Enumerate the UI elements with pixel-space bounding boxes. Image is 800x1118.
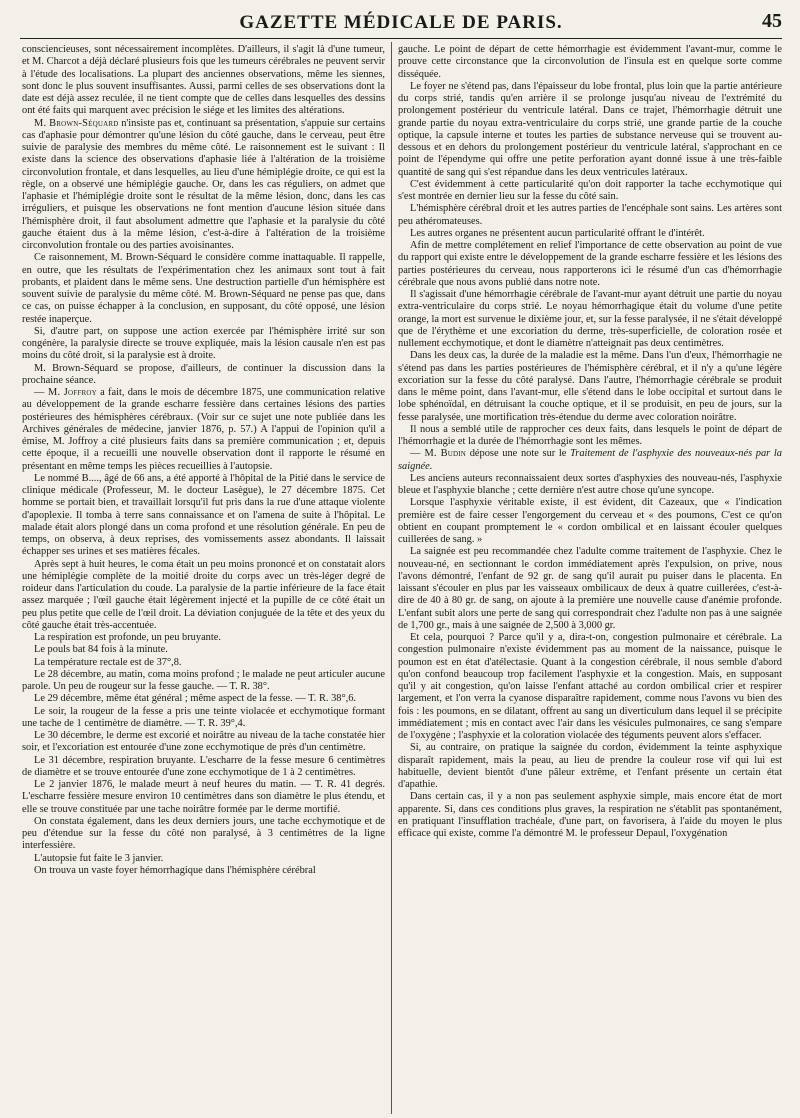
paragraph xyxy=(398,228,782,240)
author-name: M. Brown-Séquard xyxy=(34,117,119,129)
paragraph xyxy=(22,44,385,118)
paragraph-text: dépose une note sur le xyxy=(466,448,571,460)
paragraph xyxy=(22,865,385,877)
paragraph xyxy=(398,289,782,350)
paragraph xyxy=(398,473,782,498)
paragraph-text: Le pouls bat 84 fois à la minute. xyxy=(34,644,168,656)
left-column xyxy=(22,44,385,1112)
paragraph xyxy=(22,326,385,363)
paragraph xyxy=(22,755,385,780)
header-rule xyxy=(20,38,782,39)
paragraph xyxy=(398,791,782,840)
paragraph xyxy=(22,559,385,633)
paragraph-text: La respiration est profonde, un peu bruyante. xyxy=(34,632,221,643)
paragraph-text: On constata également, dans les deux derniers jours, une tache ecchymotique et de peu d'étendue sur la fesse du côté non paralysé, à 3 centimètres de la ligne interfessière. xyxy=(22,815,385,852)
paragraph-text: Le nommé B...., âgé de 66 ans, a été apporté à l'hôpital de la Pitié dans le service de clinique médicale (Professeur, M. le docteur Lasègue), le 27 décembre 1875. Cet homme se portait bien, et travaillait lorsqu'il fut pris dans la rue d'une attaque violente d'apoplexie. Il tomba à terre sans connaissance et on l'amena de suite à l'hôpital. Le malade était alors plongé dans un coma profond et une résolution générale. En peu de temps, on observa, à deux reprises, des vomissements assez abondants. Il laissait échapper ses urines et ses matières fécales. xyxy=(22,472,385,558)
paragraph xyxy=(22,693,385,705)
note-title: Traitement de l'asphyxie des nouveaux-nés par la saignée. xyxy=(398,448,782,472)
paragraph-text: Et cela, pourquoi ? Parce qu'il y a, dira-t-on, congestion pulmonaire et cérébrale. La congestion pulmonaire n'existe évidemment pas au moment de la naissance, puisque le poumon est en état d'atélectasie. Quant à la congestion cérébrale, il nous semble d'abord qu'on confond beaucoup trop facilement l'asphyxie et la congestion. Mais, en supposant qu'il y ait congestion, qu'on laisse l'enfant attaché au cordon ombilical crier et respirer largement, et l'on verra la cyanose disparaître rapidement, comme nous l'avons vu bien des fois : les poumons, en se dilatant, offrent au sang un diverticulum dans lequel il se précipite immédiatement ; mis en contact avec l'air dans les vésicules pulmonaires, ce sang s'empare de l'oxygène ; l'asphyxie et la coloration violacée des téguments peuvent alors s'effacer. xyxy=(398,632,782,741)
paragraph-text: La saignée est peu recommandée chez l'adulte comme traitement de l'asphyxie. Chez le nouveau-né, en sectionnant le cordon immédiatement après l'expulsion, on prive, nous l'avons démontré, l'enfant de 92 gr. de sang qu'il aurait pu puiser dans le placenta. En laissant s'écouler en plus par les vaisseaux ombilicaux de deux à quatre cuillerées, c'est-à-dire de 40 à 80 gr. de sang, on ajoute à la première une nouvelle cause d'anémie profonde. L'enfant subit alors une perte de sang qui correspondrait chez l'adulte non pas à une saignée de 1,700 gr., mais à une saignée de 2,500 à 3,000 gr. xyxy=(398,546,782,631)
paragraph-text: Le soir, la rougeur de la fesse a pris une teinte violacée et ecchymotique formant une tache de 1 centimètre de diamètre. — T. R. 39°,4. xyxy=(22,705,385,729)
paragraph xyxy=(398,497,782,546)
paragraph-text: La température rectale est de 37°,8. xyxy=(34,656,182,668)
paragraph xyxy=(22,632,385,644)
paragraph-text: Dans certain cas, il y a non pas seulement asphyxie simple, mais encore état de mort apparente. Si, dans ces conditions plus graves, la respiration ne s'établit pas spontanément, en pratiquant l'insufflation trachéale, d'une part, on favorisera, à l'aide du moyen le plus efficace qui existe, comme l'a démontré M. le professeur Depaul, l'oxygénation xyxy=(398,791,782,839)
paragraph xyxy=(398,632,782,742)
paragraph xyxy=(22,252,385,326)
paragraph-text: Le 31 décembre, respiration bruyante. L'escharre de la fesse mesure 6 centimètres de diamètre et se trouve entourée d'une zone ecchymotique de 1 à 2 centimètres. xyxy=(22,754,385,778)
paragraph-text: Afin de mettre complétement en relief l'importance de cette observation au point de vue du rapport qui existe entre le développement de la grande escharre fessière et les lésions des parties postérieures du cerveau, nous rapporterons ici le résumé d'un cas d'hémorrhagie cérébrale que nous avons publié dans notre note. xyxy=(398,240,782,288)
paragraph-text: M. Brown-Séquard se propose, d'ailleurs, de continuer la discussion dans la prochaine séance. xyxy=(22,362,385,386)
paragraph-text: Dans les deux cas, la durée de la maladie est la même. Dans l'un d'eux, l'hémorrhagie ne s'étend pas dans les parties postérieures de l'hémisphère cérébral, et il n'y a qu'une légère excoriation sur la fesse du côté paralysé. Dans l'autre, l'hémorrhagie cérébrale se produit dans le même point, dans l'avant-mur, elle s'étend dans le lobe occipital et surtout dans le lobe sphénoïdal, en détruisant la couche optique, et il se produisit, en peu de jours, sur la fesse paralysée, une mortification très-étendue du derme avec coloration noirâtre. xyxy=(398,350,782,423)
paragraph-text: Le 28 décembre, au matin, coma moins profond ; le malade ne peut articuler aucune parole. Un peu de rougeur sur la fesse gauche. — T. R. 38°. xyxy=(22,668,385,692)
paragraph xyxy=(398,742,782,791)
paragraph-text: Le 2 janvier 1876, le malade meurt à neuf heures du matin. — T. R. 41 degrés. L'escharre fessière mesure environ 10 centimètres dans son diamètre le plus étendu, et elle se trouve constituée par une tache noirâtre formée par le derme mortifié. xyxy=(22,779,385,815)
paragraph xyxy=(22,118,385,253)
paragraph xyxy=(22,730,385,755)
paragraph xyxy=(22,669,385,694)
paragraph-text: n'insiste pas et, continuant sa présentation, s'appuie sur certains cas d'aphasie pour démontrer qu'une lésion du côté gauche, dans le cerveau, peut être suivie de paralysie des membres du même côté. Le raisonnement est le suivant : Il existe dans la science des observations d'aphasie liée à l'altération de la troisième circonvolution frontale, et dans lesquelles, au lieu d'une hémiplégie droite, ce qui est la règle, on a observé une hémiplégie gauche. Or, dans les cas réguliers, on admet que l'aphasie et l'hémiplégie droite sont le résultat de la même lésion, donc, dans les cas irréguliers, et puisque les observations ne font mention d'aucune lésion située dans l'hémisphère droit, il faut absolument admettre que l'aphasie et la paralysie du côté gauche étaient dus à la même lésion, c'est-à-dire à l'altération de la troisième circonvolution frontale ou des parties avoisinantes. xyxy=(22,117,385,251)
paragraph xyxy=(22,387,385,473)
paragraph xyxy=(22,779,385,816)
author-name: — M. Budin xyxy=(410,448,467,460)
paragraph-text: Le foyer ne s'étend pas, dans l'épaisseur du lobe frontal, plus loin que la partie antérieure du corps strié, tandis qu'en arrière il se prolonge jusqu'au niveau de l'extrémité du prolongement postérieur du ventricule latéral. Dans ce trajet, l'hémorrhagie détruit une grande partie du noyau extra-ventriculaire du corps strié, une grande partie de la couche optique, la capsule interne et toutes les parties de substance nerveuse qui se trouvent au-dessous et en dehors du prolongement postérieur du ventricule latéral, s'approchant en ce point de l'épendyme qui offre une petite perforation ayant donné issue à une très-faible quantité de sang qui s'est répandue dans les deux ventricules latéraux. xyxy=(398,80,782,178)
paragraph-text: Le 29 décembre, même état général ; même aspect de la fesse. — T. R. 38°,6. xyxy=(34,693,357,705)
paragraph xyxy=(398,179,782,204)
paragraph xyxy=(22,853,385,865)
paragraph-text: L'hémisphère cérébral droit et les autres parties de l'encéphale sont sains. Les artères sont peu athéromateuses. xyxy=(398,203,782,227)
paragraph-text: gauche. Le point de départ de cette hémorrhagie est évidemment l'avant-mur, comme le prouve cette circonstance que la circonvolution de l'insula est en quelque sorte comme disséquée. xyxy=(398,44,782,80)
page-header xyxy=(20,6,782,36)
paragraph xyxy=(398,546,782,632)
paragraph xyxy=(398,448,782,473)
paragraph-text: consciencieuses, sont nécessairement incomplètes. D'ailleurs, il s'agit là d'une tumeur, et M. Charcot a déjà déclaré plusieurs fois que les tumeurs cérébrales ne peuvent servir à l'étude des localisations. La plupart des anciennes observations, même les siennes, sont donc le plus souvent insuffisantes. Aussi, parmi celles de ses observations dont la date est déjà assez reculée, il ne tient compte que de celles dans lesquelles des dessins ont été faits qui marquent avec précision le siége et les limites des altérations. xyxy=(22,44,385,117)
paragraph xyxy=(398,81,782,179)
paragraph-text: Si, au contraire, on pratique la saignée du cordon, évidemment la teinte asphyxique disparaît rapidement, mais la peau, au lieu de prendre la couleur rose vif qui lui est habituelle, devient bientôt d'une pâleur extrême, et l'enfant présente un certain état d'apathie. xyxy=(398,742,782,790)
paragraph xyxy=(398,203,782,228)
paragraph xyxy=(22,363,385,388)
paragraph-text: C'est évidemment à cette particularité qu'on doit rapporter la tache ecchymotique qui s'est montrée en dernier lieu sur la fesse du côté sain. xyxy=(398,178,782,202)
paragraph-text: Ce raisonnement, M. Brown-Séquard le considère comme inattaquable. Il rappelle, en outre, que les résultats de l'expérimentation chez les animaux sont tout à fait probants, et plaident dans le même sens. Une destruction partielle d'un hémisphère est souvent suivie de paralysie du même côté. M. Brown-Séquard ne pense pas que, dans ce cas, on puisse échapper à la conclusion, en supposant, du côté opposé, une lésion restée inaperçue. xyxy=(22,252,385,325)
author-name: — M. Joffroy xyxy=(34,387,97,398)
paragraph-text: Le 30 décembre, le derme est excorié et noirâtre au niveau de la tache constatée hier soir, et l'excoriation est entourée d'une zone ecchymotique de près d'un centimètre. xyxy=(22,730,385,754)
paragraph xyxy=(398,44,782,81)
journal-title: GAZETTE MÉDICALE DE PARIS. xyxy=(239,12,563,33)
paragraph-text: L'autopsie fut faite le 3 janvier. xyxy=(34,852,164,864)
column-divider xyxy=(391,42,392,1114)
paragraph-text: On trouva un vaste foyer hémorrhagique dans l'hémisphère cérébral xyxy=(34,864,316,876)
paragraph-text: Il nous a semblé utile de rapprocher ces deux faits, dans lesquels le point de départ de l'hémorrhagie et la durée de l'hémorrhagie sont les mêmes. xyxy=(398,423,782,447)
paragraph-text: Les autres organes ne présentent aucun particularité offrant le d'intérêt. xyxy=(410,227,705,239)
paragraph xyxy=(22,473,385,559)
paragraph-text: a fait, dans le mois de décembre 1875, une communication relative au développement de la grande escharre fessière dans certaines lésions des parties postérieures des hémisphères cérébraux. (Voir sur ce sujet une note publiée dans les Archives générales de médecine, janvier 1876, p. 57.) A l'appui de l'opinion qu'il a émise, M. Joffroy a cité plusieurs faits dans sa première communication ; et, depuis cette époque, il a recueilli une nouvelle observation dont il rapporte le résumé en présentant en même temps les pièces recueillies à l'autopsie. xyxy=(22,387,385,472)
paragraph-text: Si, d'autre part, on suppose une action exercée par l'hémisphère irrité sur son congénère, la paralysie directe se trouve expliquée, mais la lésion causale n'en est pas moins du côté droit, si la paralysie est à droite. xyxy=(22,325,385,362)
paragraph-text: Après sept à huit heures, le coma était un peu moins prononcé et on constatait alors une hémiplégie complète de la moitié droite du corps avec un très-léger degré de roideur dans l'articulation du coude. La paralysie de la partie inférieure de la face était assez marquée ; l'œil gauche était légèrement injecté et la pupille de ce côté était un peu plus petite que celle de l'œil droit. La déviation conjuguée de la tête et des yeux du côté gauche était très-accentuée. xyxy=(22,558,385,631)
page-number: 45 xyxy=(762,10,782,32)
paragraph-text: Lorsque l'asphyxie véritable existe, il est évident, dit Cazeaux, que « l'indication première est de faire cesser l'engorgement du cerveau et « des poumons, C'est ce qu'on obtient en coupant promptement le « cordon ombilical et en laissant écouler quelques cuillerées de sang. » xyxy=(398,497,782,545)
paragraph-text: Les anciens auteurs reconnaissaient deux sortes d'asphyxies des nouveau-nés, l'asphyxie bleue et l'asphyxie blanche ; cette dernière n'est autre chose qu'une syncope. xyxy=(398,472,782,496)
paragraph xyxy=(22,644,385,656)
paragraph xyxy=(398,424,782,449)
paragraph-text: Il s'agissait d'une hémorrhagie cérébrale de l'avant-mur ayant détruit une partie du noyau extra-ventriculaire du corps strié. Le noyau hémorrhagique était du volume d'une petite orange, la mort est survenue le dixième jour, et, sur la fesse paralysée, il ne s'était développé que de l'érythème et une excoriation du derme, très-superficielle, de coloration rosée et nullement ecchymotique, et dont le diamètre n'atteignait pas deux centimètres. xyxy=(398,289,782,349)
paragraph xyxy=(22,706,385,731)
paragraph xyxy=(22,657,385,669)
right-column xyxy=(398,44,782,1112)
paragraph xyxy=(398,350,782,424)
paragraph xyxy=(398,240,782,289)
paragraph xyxy=(22,816,385,853)
